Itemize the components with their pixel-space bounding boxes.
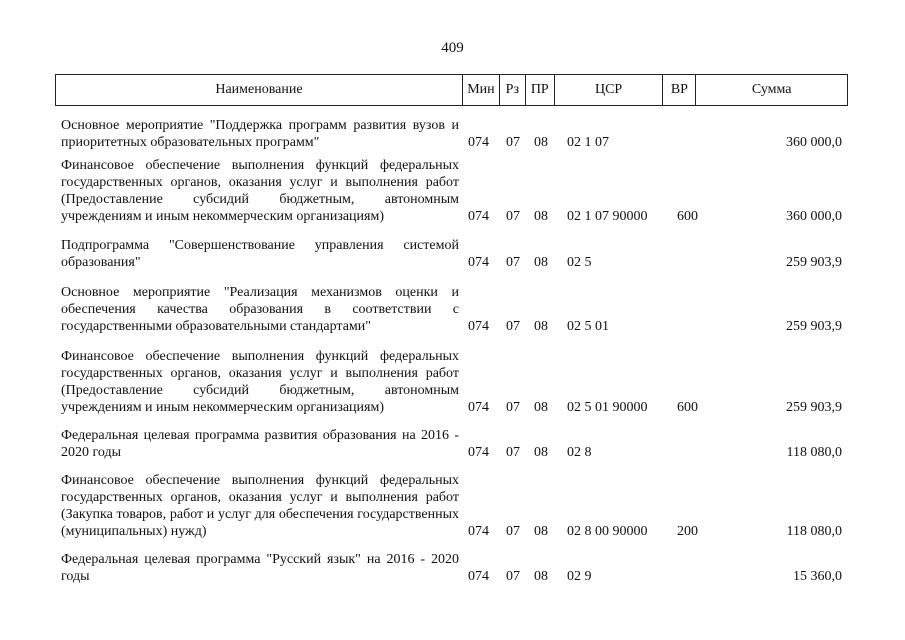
table-row — [55, 343, 848, 416]
row-pr: 08 — [534, 209, 548, 224]
table-row — [55, 424, 848, 461]
row-name: Основное мероприятие "Реализация механизмов оценки и обеспечения качества образования в соответствии с государственными образовательными стандартами" — [61, 285, 459, 334]
row-pr: 08 — [534, 400, 548, 415]
row-rz: 07 — [506, 445, 520, 460]
row-sum: 15 360,0 — [793, 569, 842, 584]
row-csr: 02 8 — [567, 445, 592, 460]
page-number: 409 — [441, 40, 464, 56]
table-row — [55, 114, 848, 151]
row-pr: 08 — [534, 569, 548, 584]
row-sum: 259 903,9 — [786, 319, 842, 334]
table-row — [55, 467, 848, 540]
row-min: 074 — [468, 209, 489, 224]
row-csr: 02 9 — [567, 569, 592, 584]
row-name: Финансовое обеспечение выполнения функций федеральных государственных органов, оказания услуг и выполнения работ (Предоставление субсидий бюджетным, автономным учреждениям и иным некоммерческим организациям) — [61, 158, 459, 224]
row-min: 074 — [468, 135, 489, 150]
row-name: Финансовое обеспечение выполнения функций федеральных государственных органов, оказания услуг и выполнения работ (Предоставление субсидий бюджетным, автономным учреждениям и иным некоммерческим организациям) — [61, 349, 459, 415]
row-sum: 118 080,0 — [786, 445, 842, 460]
header-csr: ЦСР — [555, 75, 664, 105]
header-pr: ПР — [526, 75, 555, 105]
row-pr: 08 — [534, 135, 548, 150]
row-rz: 07 — [506, 569, 520, 584]
row-name: Федеральная целевая программа "Русский язык" на 2016 - 2020 годы — [61, 552, 459, 584]
row-pr: 08 — [534, 255, 548, 270]
table-row — [55, 280, 848, 335]
row-name: Подпрограмма "Совершенствование управления системой образования" — [61, 238, 459, 270]
row-name: Основное мероприятие "Поддержка программ развития вузов и приоритетных образовательных программ" — [61, 118, 459, 150]
header-sum: Сумма — [751, 82, 792, 97]
row-min: 074 — [468, 569, 489, 584]
row-pr: 08 — [534, 319, 548, 334]
row-vr: 600 — [677, 400, 698, 415]
row-vr: 200 — [677, 524, 698, 539]
header-vr: ВР — [663, 75, 696, 105]
header-min: Мин — [463, 75, 500, 105]
table-header — [55, 74, 848, 106]
row-min: 074 — [468, 400, 489, 415]
row-sum: 360 000,0 — [786, 135, 842, 150]
row-rz: 07 — [506, 400, 520, 415]
row-pr: 08 — [534, 524, 548, 539]
row-name: Финансовое обеспечение выполнения функций федеральных государственных органов, оказания услуг и выполнения работ (Закупка товаров, работ и услуг для обеспечения государственных (муниципальных) нужд) — [61, 473, 459, 539]
row-csr: 02 1 07 — [567, 135, 609, 150]
row-rz: 07 — [506, 255, 520, 270]
header-name: Наименование — [56, 75, 463, 105]
row-min: 074 — [468, 255, 489, 270]
row-min: 074 — [468, 524, 489, 539]
table-row — [55, 234, 848, 271]
header-rz: Рз — [500, 75, 526, 105]
row-csr: 02 5 — [567, 255, 592, 270]
row-csr: 02 5 01 90000 — [567, 400, 648, 415]
row-rz: 07 — [506, 135, 520, 150]
row-sum: 259 903,9 — [786, 400, 842, 415]
row-rz: 07 — [506, 524, 520, 539]
row-sum: 118 080,0 — [786, 524, 842, 539]
row-sum: 259 903,9 — [786, 255, 842, 270]
row-csr: 02 8 00 90000 — [567, 524, 648, 539]
row-vr: 600 — [677, 209, 698, 224]
row-pr: 08 — [534, 445, 548, 460]
row-csr: 02 1 07 90000 — [567, 209, 648, 224]
table-row — [55, 152, 848, 225]
row-sum: 360 000,0 — [786, 209, 842, 224]
row-min: 074 — [468, 319, 489, 334]
table-row — [55, 548, 848, 585]
row-rz: 07 — [506, 209, 520, 224]
row-csr: 02 5 01 — [567, 319, 609, 334]
row-name: Федеральная целевая программа развития образования на 2016 - 2020 годы — [61, 428, 459, 460]
row-min: 074 — [468, 445, 489, 460]
row-rz: 07 — [506, 319, 520, 334]
